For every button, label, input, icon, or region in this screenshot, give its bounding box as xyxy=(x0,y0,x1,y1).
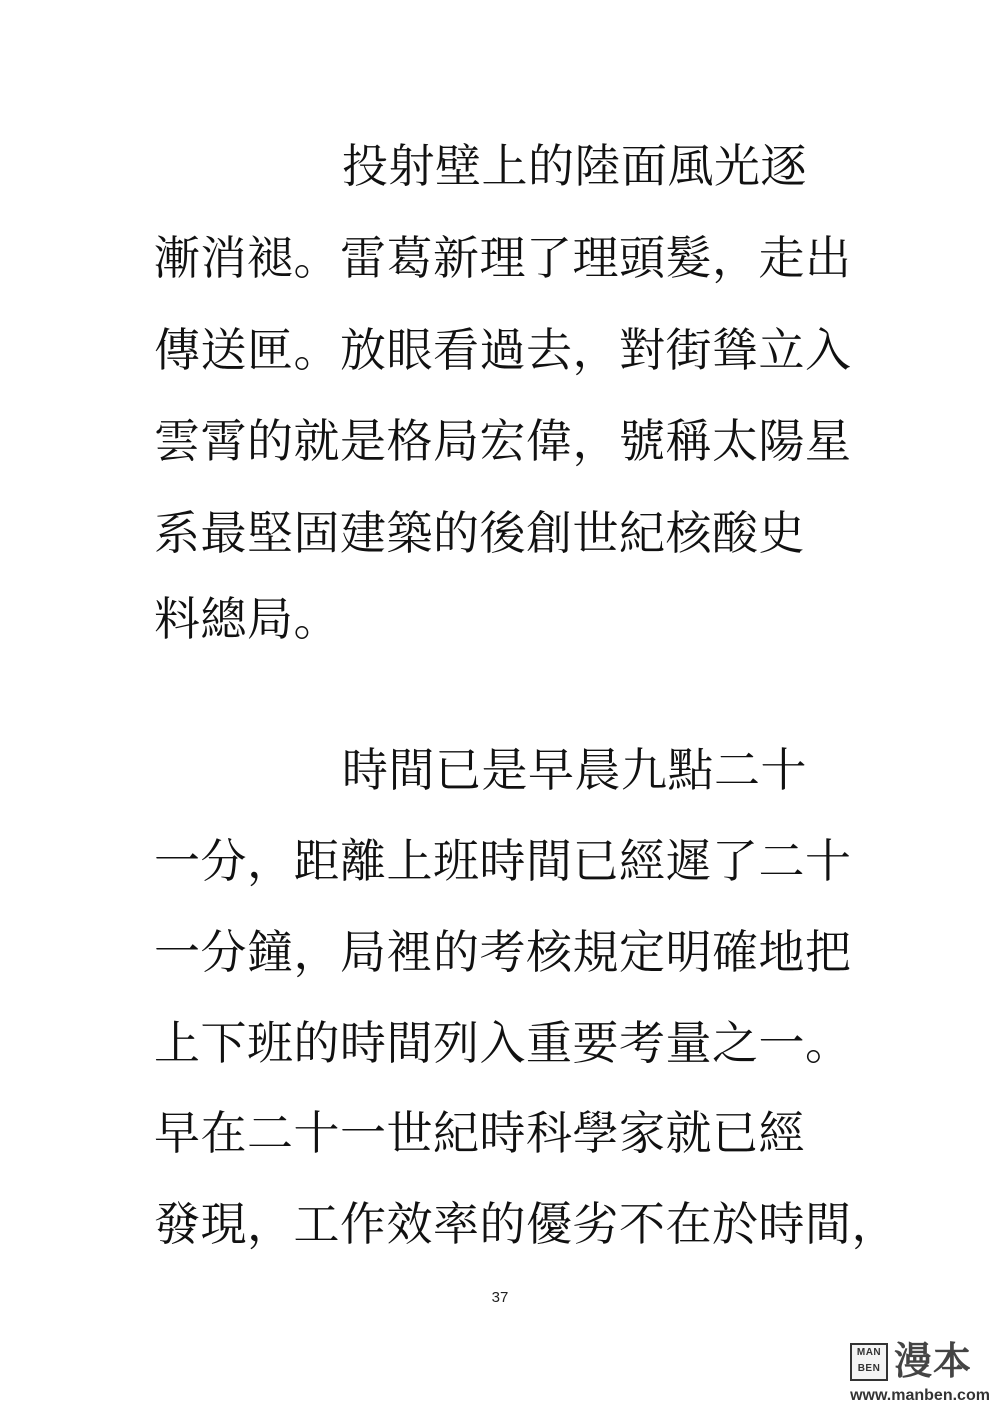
paragraph-2-line-3: 一分鐘，局裡的考核規定明確地把 xyxy=(154,925,852,979)
paragraph-2-line-2: 一分，距離上班時間已經遲了二十 xyxy=(154,834,852,888)
paragraph-2-line-5: 早在二十一世紀時科學家就已經 xyxy=(154,1106,805,1160)
logo-top-text: MAN xyxy=(856,1347,882,1358)
watermark-title: 漫本 xyxy=(894,1339,973,1383)
watermark-url: www.manben.com xyxy=(850,1387,990,1404)
page-number: 37 xyxy=(491,1289,509,1306)
paragraph-1-line-6: 料總局。 xyxy=(154,592,340,646)
paragraph-2-line-4: 上下班的時間列入重要考量之一。 xyxy=(154,1016,852,1070)
paragraph-2-line-6: 發現，工作效率的優劣不在於時間， xyxy=(154,1197,898,1251)
manben-logo-icon xyxy=(850,1343,888,1381)
paragraph-1-line-4: 雲霄的就是格局宏偉，號稱太陽星 xyxy=(154,414,852,468)
logo-bottom-text: BEN xyxy=(857,1363,881,1374)
paragraph-1-line-1: 投射壁上的陸面風光逐 xyxy=(342,139,807,193)
paragraph-1-line-5: 系最堅固建築的後創世紀核酸史 xyxy=(154,506,805,560)
paragraph-2-line-1: 時間已是早晨九點二十 xyxy=(342,743,807,797)
paragraph-1-line-2: 漸消褪。雷葛新理了理頭髮，走出 xyxy=(154,231,852,285)
manben-watermark xyxy=(850,1339,990,1409)
paragraph-1-line-3: 傳送匣。放眼看過去，對街聳立入 xyxy=(154,323,852,377)
